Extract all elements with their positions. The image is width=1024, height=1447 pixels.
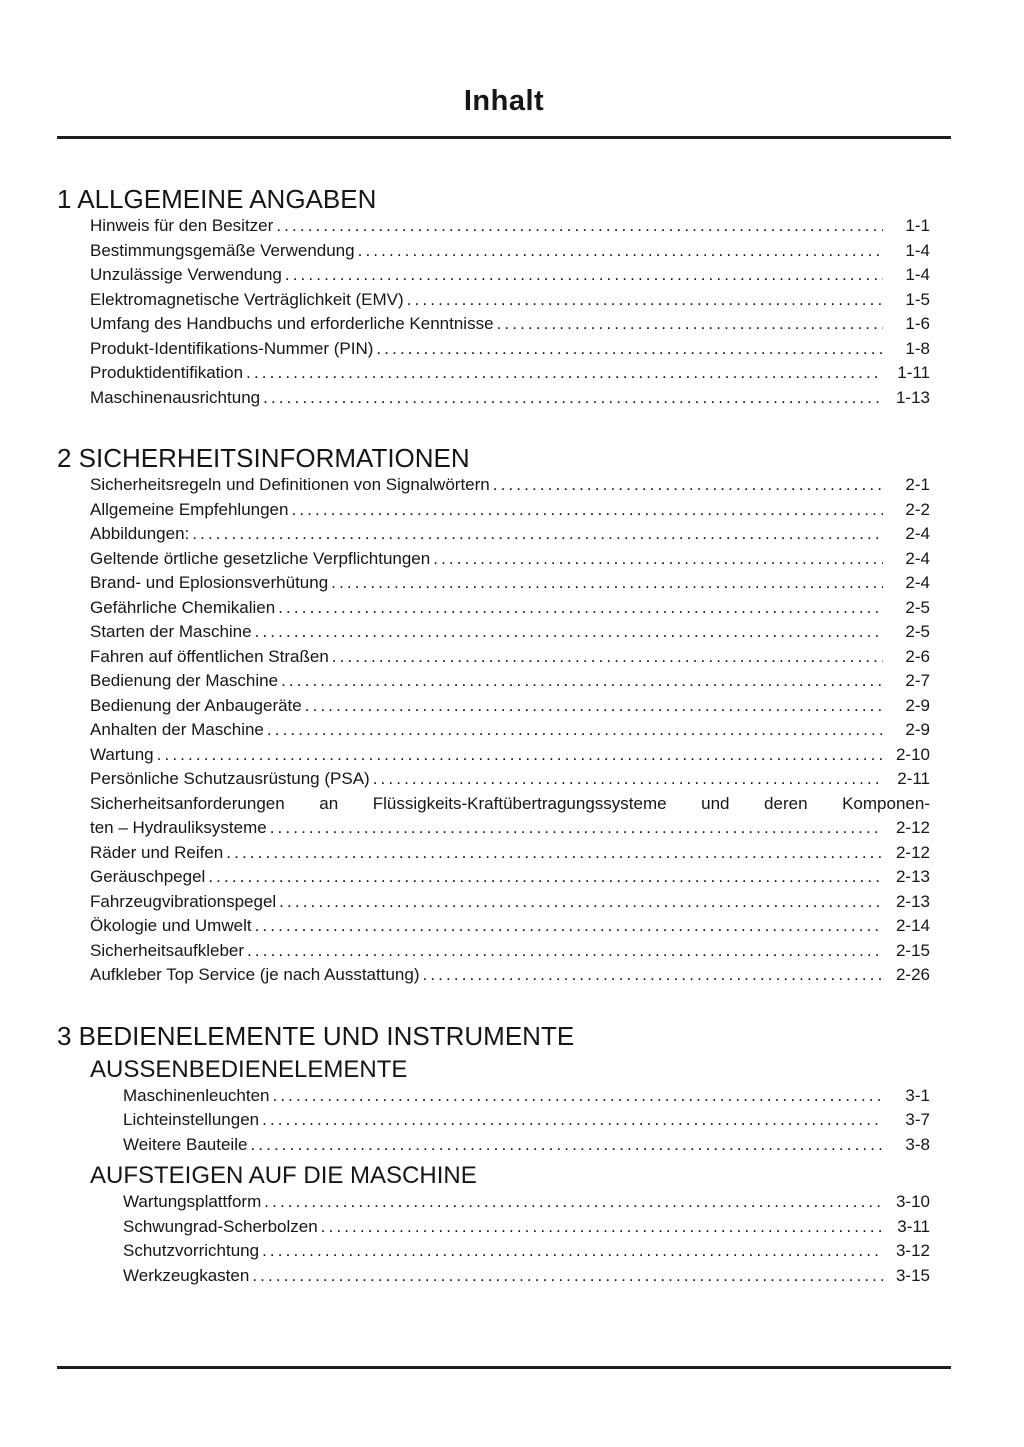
page-number: 2-9 <box>905 695 930 715</box>
toc-entry-label: Geltende örtliche gesetzliche Verpflichtungen <box>90 548 431 568</box>
page-number: 3-12 <box>895 1241 930 1260</box>
toc-entry-label: Bestimmungsgemäße Verwendung <box>90 240 355 260</box>
toc-entry <box>123 1084 930 1109</box>
toc-section <box>57 443 951 988</box>
dot-leader <box>279 890 883 915</box>
dot-leader <box>272 1084 883 1109</box>
dot-leader <box>208 865 883 890</box>
toc-entry-label: Lichteinstellungen <box>123 1110 260 1129</box>
toc-entry-label: ten – Hydrauliksysteme <box>90 818 267 837</box>
page-number: 2-6 <box>905 646 930 666</box>
page-number: 2-4 <box>905 573 930 592</box>
page-number: 2-12 <box>895 818 930 837</box>
toc-entry-label: Abbildungen: <box>90 524 190 543</box>
toc-entry-label: Sicherheitsaufkleber <box>90 940 245 960</box>
dot-leader <box>358 239 883 264</box>
page-number: 2-12 <box>895 842 930 862</box>
page-number: 3-15 <box>895 1265 930 1285</box>
toc-entry-label: Bedienung der Anbaugeräte <box>90 695 302 715</box>
toc-entry <box>90 571 930 596</box>
toc-entry <box>123 1133 930 1158</box>
page-number: 2-15 <box>895 940 930 960</box>
toc-entry <box>90 288 930 313</box>
dot-leader <box>433 547 883 572</box>
page-number: 2-10 <box>895 744 930 764</box>
page-number: 2-14 <box>895 916 930 935</box>
dot-leader <box>255 914 883 939</box>
toc-entry <box>90 841 930 866</box>
page-number: 1-1 <box>905 216 930 235</box>
toc-entry-label: Anhalten der Maschine <box>90 720 264 739</box>
toc-entry <box>90 645 930 670</box>
toc-entry <box>90 865 930 890</box>
toc-entry <box>90 337 930 362</box>
toc-entry <box>90 312 930 337</box>
toc-entry <box>90 767 930 792</box>
footer-rule <box>57 1366 951 1369</box>
dot-leader <box>192 522 883 547</box>
toc-entry-label: Fahrzeugvibrationspegel <box>90 891 277 911</box>
title-rule <box>57 136 951 139</box>
subsection-heading: AUSSENBEDIENELEMENTE <box>90 1055 408 1083</box>
toc-entry-label: Maschinenleuchten <box>123 1085 270 1105</box>
subsection-heading: AUFSTEIGEN AUF DIE MASCHINE <box>90 1162 477 1189</box>
toc-entry-label: Schwungrad-Scherbolzen <box>123 1216 318 1236</box>
page-number: 2-4 <box>905 548 930 568</box>
dot-leader <box>246 361 883 386</box>
page-number: 2-7 <box>905 671 930 690</box>
dot-leader <box>305 694 883 719</box>
dot-leader <box>278 596 883 621</box>
dot-leader <box>281 669 883 694</box>
toc-entry <box>90 386 930 411</box>
page-number: 1-4 <box>905 265 930 284</box>
toc-entry-label: Produktidentifikation <box>90 363 244 382</box>
dot-leader <box>267 718 883 743</box>
toc-section <box>57 184 951 410</box>
toc-entry-label: Wartung <box>90 744 154 764</box>
toc-entry-label: Elektromagnetische Verträglichkeit (EMV) <box>90 289 404 309</box>
page-title: Inhalt <box>463 85 545 117</box>
toc-entry-label: Werkzeugkasten <box>123 1265 250 1285</box>
dot-leader <box>250 1133 883 1158</box>
toc-entry-label: Bedienung der Maschine <box>90 671 279 690</box>
toc-entry-label: Weitere Bauteile <box>123 1134 248 1154</box>
page-number: 2-4 <box>905 524 930 543</box>
dot-leader <box>263 386 883 411</box>
toc-entry <box>123 1108 930 1133</box>
section-heading: 3 BEDIENELEMENTE UND INSTRUMENTE <box>57 1020 575 1051</box>
dot-leader <box>264 1190 883 1215</box>
toc-entry <box>90 890 930 915</box>
toc-entry <box>123 1190 930 1215</box>
dot-leader <box>262 1239 883 1264</box>
page-number: 1-11 <box>897 363 930 382</box>
page-number: 3-11 <box>897 1216 930 1236</box>
toc-entry-label: Umfang des Handbuchs und erforderliche Kenntnisse <box>90 314 494 333</box>
toc-entry <box>90 914 930 939</box>
toc-entry <box>90 694 930 719</box>
toc-entry-label: Fahren auf öffentlichen Straßen <box>90 646 329 666</box>
toc-entry-label: Wartungsplattform <box>123 1192 262 1211</box>
dot-leader <box>497 312 883 337</box>
toc-entry <box>123 1215 930 1240</box>
dot-leader <box>157 743 883 768</box>
dot-leader <box>276 214 883 239</box>
page-number: 1-5 <box>905 289 930 309</box>
toc-entry-label: Hinweis für den Besitzer <box>90 216 274 235</box>
toc-entry <box>90 939 930 964</box>
page-number: 2-1 <box>905 475 930 494</box>
toc-entry-label: Aufkleber Top Service (je nach Ausstattung) <box>90 965 420 984</box>
toc-entry-label: Schutzvorrichtung <box>123 1241 260 1260</box>
toc-entry <box>90 263 930 288</box>
page-number: 3-7 <box>905 1110 930 1129</box>
toc-entry-label: Gefährliche Chemikalien <box>90 597 276 617</box>
toc-entry-label: Starten der Maschine <box>90 622 252 641</box>
dot-leader <box>407 288 883 313</box>
page-content <box>57 86 951 1288</box>
page-number: 1-13 <box>895 387 930 407</box>
toc-entry <box>90 214 930 239</box>
dot-leader <box>332 645 883 670</box>
toc-entry <box>90 498 930 523</box>
dot-leader <box>422 963 883 988</box>
toc-entry <box>90 620 930 645</box>
dot-leader <box>285 263 883 288</box>
toc-entry-label: Brand- und Eplosionsverhütung <box>90 573 329 592</box>
section-heading: 1 ALLGEMEINE ANGABEN <box>57 184 377 214</box>
toc-entry <box>123 1264 930 1289</box>
toc-entry <box>90 816 930 841</box>
dot-leader <box>247 939 883 964</box>
toc-entry <box>90 239 930 264</box>
toc-entry-label: Allgemeine Empfehlungen <box>90 499 289 519</box>
dot-leader <box>373 767 883 792</box>
dot-leader <box>255 620 883 645</box>
dot-leader <box>321 1215 883 1240</box>
toc-entry-wrap-line: Sicherheitsanforderungen an Flüssigkeits-Kraftübertragungssysteme und deren Komponen- <box>90 793 930 813</box>
page-number: 2-13 <box>895 891 930 911</box>
toc-sections <box>57 184 951 1288</box>
toc-entry-label: Sicherheitsregeln und Definitionen von Signalwörtern <box>90 475 490 494</box>
dot-leader <box>376 337 883 362</box>
dot-leader <box>262 1108 883 1133</box>
page-number: 1-4 <box>905 240 930 260</box>
page-number: 2-5 <box>905 597 930 617</box>
page-number: 2-13 <box>895 867 930 886</box>
toc-entry <box>90 718 930 743</box>
toc-entry-label: Persönliche Schutzausrüstung (PSA) <box>90 769 370 788</box>
page-number: 1-6 <box>905 314 930 333</box>
dot-leader <box>226 841 883 866</box>
toc-entry-label: Ökologie und Umwelt <box>90 916 252 935</box>
toc-entry <box>90 522 930 547</box>
toc-entry <box>90 596 930 621</box>
toc-entry-label: Geräuschpegel <box>90 867 206 886</box>
page-number: 3-10 <box>895 1192 930 1211</box>
toc-entry <box>90 743 930 768</box>
toc-entry-label: Unzulässige Verwendung <box>90 265 282 284</box>
toc-section <box>57 1021 951 1289</box>
page-number: 2-2 <box>905 499 930 519</box>
toc-entry <box>90 669 930 694</box>
page-number: 2-9 <box>905 720 930 739</box>
dot-leader <box>252 1264 883 1289</box>
toc-entry-label: Räder und Reifen <box>90 842 224 862</box>
section-heading: 2 SICHERHEITSINFORMATIONEN <box>57 443 470 473</box>
dot-leader <box>291 498 883 523</box>
toc-entry-label: Produkt-Identifikations-Nummer (PIN) <box>90 338 374 358</box>
toc-entry <box>90 963 930 988</box>
toc-entry <box>90 473 930 498</box>
toc-entry-label: Maschinenausrichtung <box>90 387 261 407</box>
page-number: 2-5 <box>905 622 930 641</box>
page-number: 2-26 <box>895 965 930 984</box>
toc-entry <box>90 547 930 572</box>
page-number: 3-8 <box>905 1134 930 1154</box>
page-number: 2-11 <box>897 769 930 788</box>
dot-leader <box>331 571 883 596</box>
toc-entry <box>90 361 930 386</box>
page-number: 3-1 <box>905 1085 930 1105</box>
dot-leader <box>270 816 883 841</box>
page-number: 1-8 <box>905 338 930 358</box>
toc-entry <box>123 1239 930 1264</box>
dot-leader <box>493 473 883 498</box>
